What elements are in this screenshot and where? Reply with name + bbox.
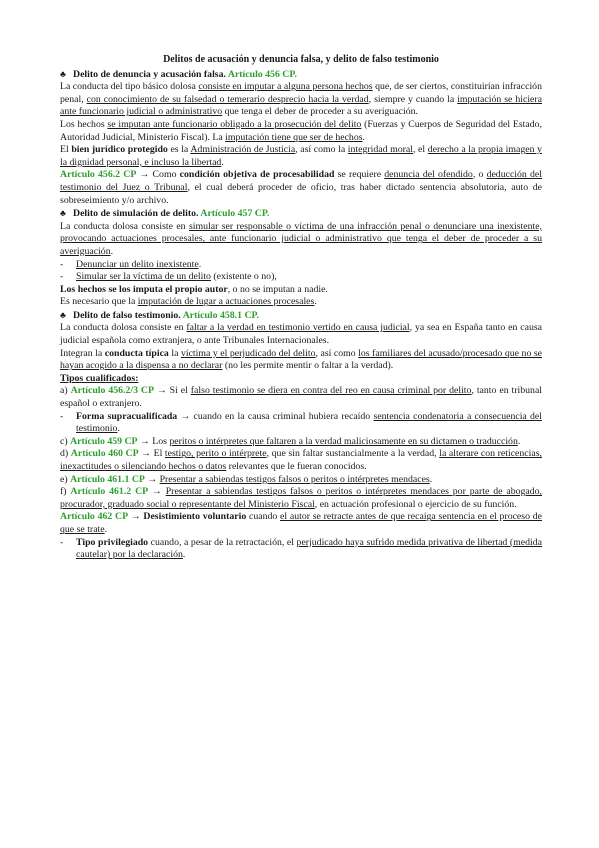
section-heading-denuncia: ♣ Delito de denuncia y acusación falsa. Artículo 456 CP. — [60, 68, 297, 80]
section-heading-simulacion: ♣ Delito de simulación de delito. Artículo 457 CP. — [60, 208, 270, 220]
section-heading-falso-testimonio: ♣ Delito de falso testimonio. Artículo 458.1 CP. — [60, 309, 260, 321]
paragraph: Es necesario que la imputación de lugar a actuaciones procesales. — [60, 296, 317, 308]
document-title: Delitos de acusación y denuncia falsa, y delito de falso testimonio — [163, 54, 439, 65]
paragraph: a) Artículo 456.2/3 CP → Si el falso testimonio se diera en contra del reo en causa criminal por delito, tanto en tribunal español o extranjero. — [60, 385, 543, 410]
subheading-tipos-cualificados: Tipos cualificados: — [60, 372, 139, 384]
paragraph: Los hechos se los imputa el propio autor, o no se imputan a nadie. — [60, 283, 328, 295]
paragraph: La conducta dolosa consiste en simular ser responsable o víctima de una infracción penal o denunciare una inexistente, provocando actuaciones procesales, ante funcionario judicial o administrativo que tenga el deber de proceder a su averiguación. — [60, 220, 542, 257]
paragraph: f) Artículo 461.2 CP → Presentar a sabiendas testigos falsos o peritos o intérpretes mendaces por parte de abogado, procurador, graduado social o representante del Ministerio Fiscal, en actuación profesional o ejercicio de su función. — [60, 486, 542, 510]
paragraph: e) Artículo 461.1 CP → Presentar a sabiendas testigos falsos o peritos o intérpretes mendaces. — [60, 473, 433, 485]
paragraph: Los hechos se imputan ante funcionario obligado a la prosecución del delito (Fuerzas y Cuerpos de Seguridad del Estado, Autoridad Judicial, Ministerio Fiscal). La imputación tiene que ser de hechos. — [60, 118, 542, 143]
paragraph: Integran la conducta típica la víctima y el perjudicado del delito, así como los familiares del acusado/procesado que no se hayan acogido a la dispensa a no declarar (no les permite mentir o faltar a la verdad). — [60, 347, 543, 372]
list-item: - Denunciar un delito inexistente. — [60, 258, 202, 270]
paragraph: El bien jurídico protegido es la Administración de Justicia, así como la integridad moral, el derecho a la propia imagen y la dignidad personal, e incluso la libertad. — [60, 144, 542, 168]
club-icon: ♣ — [60, 309, 66, 320]
paragraph: La conducta dolosa consiste en faltar a la verdad en testimonio vertido en causa judicial, ya sea en España tanto en causa judicial española como extranjera, o ante Tribunales Internacionales. — [60, 322, 543, 347]
paragraph: La conducta del tipo básico dolosa consiste en imputar a alguna persona hechos que, de ser ciertos, constituirían infracción penal, con conocimiento de su falsedad o temerario desprecio hacia la verdad, siempre y cuando la imputación se hiciera ante funcionario judicial o administrativo que tenga el deber de proceder a su averiguación. — [60, 81, 542, 118]
article-ref: Artículo 456 CP. — [227, 68, 297, 80]
article-ref: Artículo 457 CP. — [200, 208, 270, 220]
list-item: - Forma supracualificada → cuando en la causa criminal hubiera recaído sentencia condenatoria a consecuencia del testimonio. — [60, 410, 542, 435]
paragraph: c) Artículo 459 CP → Los peritos o intérpretes que faltaren a la verdad maliciosamente en su dictamen o traducción. — [60, 435, 521, 447]
list-item: - Simular ser la víctima de un delito (existente o no), — [60, 271, 277, 283]
paragraph: Artículo 456.2 CP → Como condición objetiva de procesabilidad se requiere denuncia del ofendido, o deducción del testimonio del Juez o Tribunal, el cual deberá proceder de oficio, tras haber dictado sentencia absolutoria, auto de sobreseimiento y/o archivo. — [60, 169, 542, 206]
list-item: - Tipo privilegiado cuando, a pesar de la retractación, el perjudicado haya sufrido medida privativa de libertad (medida cautelar) por la declaración. — [60, 536, 543, 561]
club-icon: ♣ — [60, 68, 66, 79]
paragraph: Artículo 462 CP → Desistimiento voluntario cuando el autor se retracte antes de que recaiga sentencia en el proceso de que se trate. — [60, 511, 542, 535]
club-icon: ♣ — [60, 208, 66, 219]
paragraph: d) Artículo 460 CP → El testigo, perito o intérprete, que sin faltar sustancialmente a la verdad, la alterare con reticencias, inexactitudes o silenciando hechos o datos relevantes que le fueran conocidos. — [60, 448, 542, 472]
document-content — [60, 54, 542, 562]
article-ref: Artículo 458.1 CP. — [182, 309, 260, 321]
